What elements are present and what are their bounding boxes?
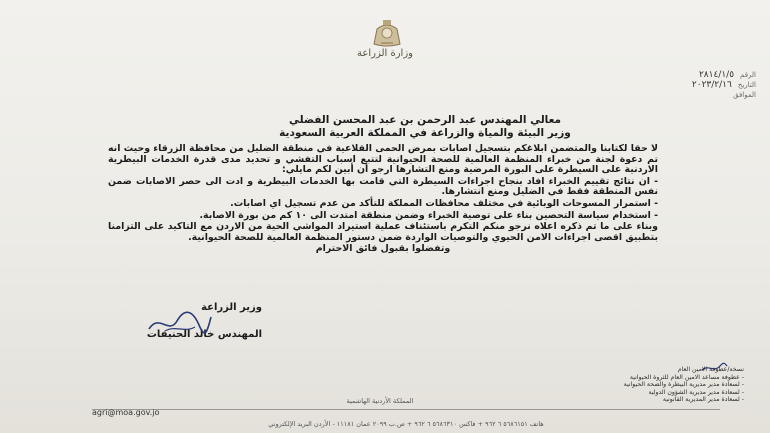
cc-label: نسخة/عطوفة الامين العام <box>677 366 744 373</box>
cc-line-4: - لسعادة مدير المديرية القانونية <box>662 396 744 403</box>
cc-line-1: - عطوفة مساعد الامين العام للثروة الحيوانية <box>629 373 744 381</box>
cc-line-3: - لسعادة مدير مديرية الشؤون الدولية <box>648 388 744 396</box>
handwritten-signature-icon <box>145 307 215 337</box>
date-value: ٢٠٢٣/٢/١٦ <box>691 80 732 90</box>
ministry-name: وزارة الزراعة <box>357 48 413 59</box>
cc-line-2: - لسعادة مدير مديرية البيطرة والصحة الحيوانية <box>623 381 744 388</box>
corresponding-label: الموافق <box>733 91 756 99</box>
body-point-3: - استخدام سياسة التحصين بناء على توصية الخبراء وضمن منطقة امتدت الى ١٠ كم من بورة الاصابة. <box>199 209 658 221</box>
copies-block <box>594 366 744 404</box>
addressee <box>220 114 630 140</box>
body-point-2: - استمرار المسوحات الوبائية في مختلف محافظات المملكة للتأكد من عدم تسجيل اي اصابات. <box>230 197 658 209</box>
body-paragraph-1: لا حقا لكتابنا والمتضمن ابلاغكم بتسجيل اصابات بمرض الحمى القلاعية في منطقة الضليل من محافظة الزرقاء وحيث انه تم دعوة لجنة من خبراء المنظمة العالمية للصحة الحيوانية لتتبع اسباب التفشي و تحديد مدى قدرة الخدمات البيطرية الاردنية على السيطرة على البورة المرضية ومنع التشارها ارجو أن أبين لكم مايلي: <box>108 143 658 176</box>
coat-of-arms-icon <box>368 18 406 48</box>
addressee-line-2: وزير البيئة والمياة والزراعة في المملكة العربية السعودية <box>279 127 571 139</box>
addressee-line-1: معالي المهندس عبد الرحمن بن عبد المحسن الفضلي <box>288 114 562 126</box>
signature-name: المهندس خالد الحنيفات <box>146 329 262 340</box>
reference-block <box>556 70 756 100</box>
body-paragraph-2: وبناء على ما تم ذكره اعلاه نرجو منكم التكرم باستئناف عملية استيراد المواشي الحية من الاردن مع التاكيد على التزامنا بتطبيق اقصى اجراءات الامن الحيوي والتوصيات الواردة ضمن دستور المنظمة العالمية للصحة الحيوانية. <box>108 221 658 243</box>
letter-body <box>108 144 658 256</box>
closing-line: وتفضلوا بقبول فائق الاحترام <box>315 243 451 255</box>
footer-contact: هاتف ٥٦٨٦١٥١ ٦ ٩٦٢ + فاكس ٥٦٨٦٣١٠ ٦ ٩٦٢ + ص.ب ٢٠٩٩ عمان ١١١٨١ - الأردن البريد الإلكتروني <box>268 420 544 428</box>
signature-title: وزير الزراعة <box>201 302 262 313</box>
footer-title: المملكة الأردنية الهاشمية <box>346 397 414 405</box>
date-label: التاريخ <box>737 81 756 89</box>
footer-email: agri@moa.gov.jo <box>92 408 160 417</box>
ref-value: ٢٨١٤/١/٥ <box>698 70 735 80</box>
body-point-1: - ان نتائج تقييم الخبراء افاد بنجاح اجراءات السيطرة التي قامت بها الخدمات البيطرية و ادت الى حصر الاصابات ضمن نفس المنطقة فقط في الضليل ومنع انتشارها. <box>108 175 658 198</box>
footer-divider <box>92 409 720 410</box>
ref-label: الرقم <box>740 71 756 79</box>
